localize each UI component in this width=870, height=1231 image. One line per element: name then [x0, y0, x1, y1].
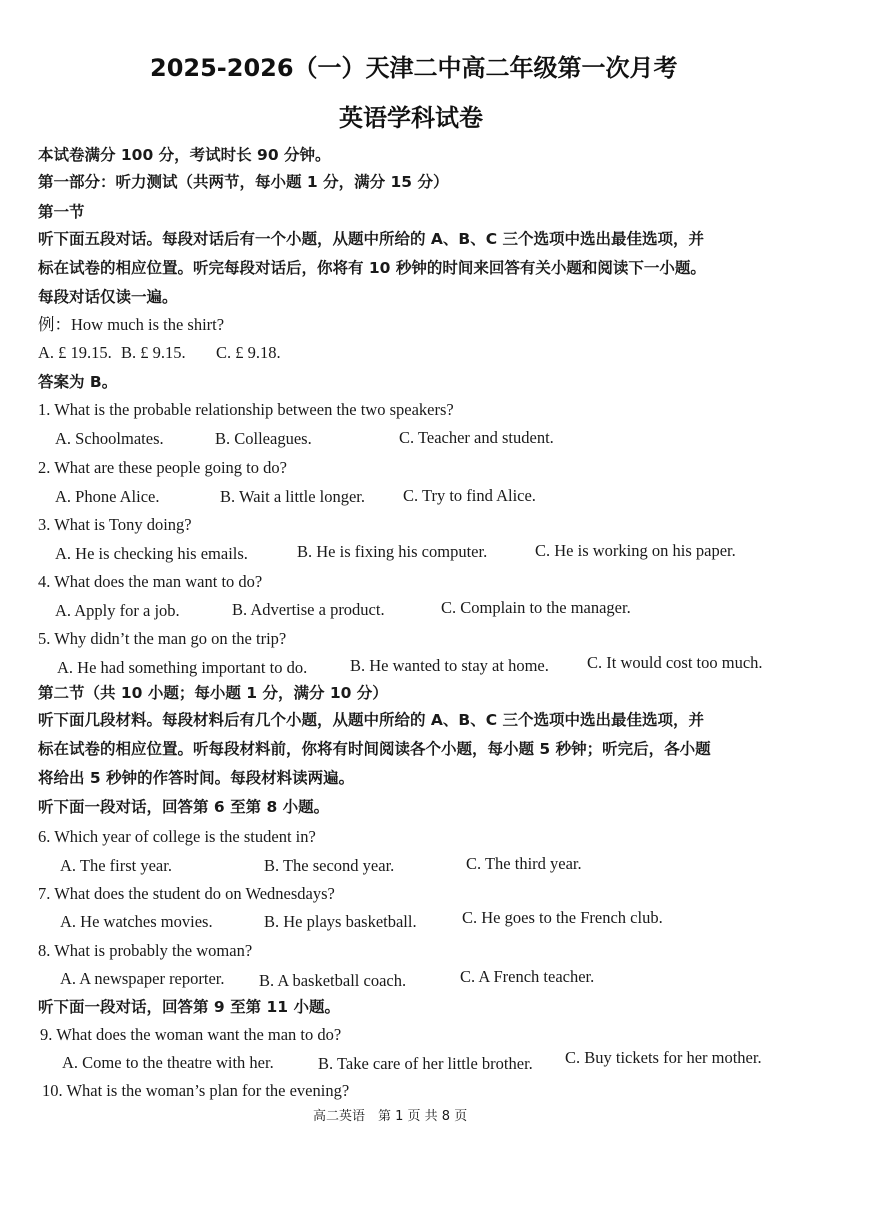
question-3-option-c: C. He is working on his paper.: [535, 541, 736, 560]
question-9: 9. What does the woman want the man to do?: [40, 1025, 342, 1044]
question-4-option-c: C. Complain to the manager.: [441, 598, 631, 617]
question-1-option-b: B. Colleagues.: [215, 429, 312, 448]
question-5-option-b: B. He wanted to stay at home.: [350, 656, 549, 675]
question-3-option-a: A. He is checking his emails.: [55, 544, 248, 563]
question-7-option-c: C. He goes to the French club.: [462, 908, 663, 927]
example-option-a: A. £ 19.15.: [38, 343, 112, 362]
example-question: 例：How much is the shirt?: [38, 315, 225, 334]
example-option-b: B. £ 9.15.: [121, 343, 186, 362]
question-2-option-a: A. Phone Alice.: [55, 487, 160, 506]
question-8-option-b: B. A basketball coach.: [259, 971, 407, 990]
question-3-option-b: B. He is fixing his computer.: [297, 542, 488, 561]
page-footer: 高二英语 第 1 页 共 8 页: [313, 1109, 468, 1124]
question-9-option-b: B. Take care of her little brother.: [318, 1054, 533, 1073]
example-answer: 答案为 B。: [38, 373, 118, 391]
question-10: 10. What is the woman’s plan for the evening?: [42, 1081, 350, 1100]
section2-instructions-line2: 标在试卷的相应位置。听每段材料前，你将有时间阅读各个小题，每小题 5 秒钟；听完后，各小题: [38, 740, 711, 758]
question-5-option-a: A. He had something important to do.: [57, 658, 308, 677]
section1-heading: 第一节: [38, 203, 85, 221]
question-7-option-b: B. He plays basketball.: [264, 912, 417, 931]
question-2: 2. What are these people going to do?: [38, 458, 287, 477]
example-option-c: C. £ 9.18.: [216, 343, 281, 362]
question-7-option-a: A. He watches movies.: [60, 912, 213, 931]
question-6-option-c: C. The third year.: [466, 854, 582, 873]
question-4-option-b: B. Advertise a product.: [232, 600, 385, 619]
question-2-option-c: C. Try to find Alice.: [403, 486, 536, 505]
section2-instructions-line3: 将给出 5 秒钟的作答时间。每段材料读两遍。: [38, 769, 355, 787]
question-6-option-b: B. The second year.: [264, 856, 395, 875]
part1-heading: 第一部分：听力测试（共两节，每小题 1 分，满分 15 分）: [38, 173, 449, 191]
section2-heading: 第二节（共 10 小题；每小题 1 分，满分 10 分）: [38, 684, 388, 702]
question-6: 6. Which year of college is the student in?: [38, 827, 316, 846]
question-9-option-c: C. Buy tickets for her mother.: [565, 1048, 762, 1067]
question-1: 1. What is the probable relationship between the two speakers?: [38, 400, 454, 419]
question-3: 3. What is Tony doing?: [38, 515, 192, 534]
question-6-option-a: A. The first year.: [60, 856, 172, 875]
question-8-option-a: A. A newspaper reporter.: [60, 969, 225, 988]
question-8-option-c: C. A French teacher.: [460, 967, 595, 986]
section1-instructions-line3: 每段对话仅读一遍。: [38, 288, 178, 306]
question-2-option-b: B. Wait a little longer.: [220, 487, 366, 506]
group1-instruction: 听下面一段对话，回答第 6 至第 8 小题。: [38, 798, 330, 816]
question-7: 7. What does the student do on Wednesdays?: [38, 884, 335, 903]
score-time-note: 本试卷满分 100 分，考试时长 90 分钟。: [38, 146, 331, 164]
question-5: 5. Why didn’t the man go on the trip?: [38, 629, 287, 648]
group2-instruction: 听下面一段对话，回答第 9 至第 11 小题。: [38, 998, 340, 1016]
question-4: 4. What does the man want to do?: [38, 572, 263, 591]
section1-instructions-line1: 听下面五段对话。每段对话后有一个小题，从题中所给的 A、B、C 三个选项中选出最佳选项，并: [38, 230, 704, 248]
question-1-option-c: C. Teacher and student.: [399, 428, 554, 447]
question-8: 8. What is probably the woman?: [38, 941, 253, 960]
question-1-option-a: A. Schoolmates.: [55, 429, 164, 448]
section2-instructions-line1: 听下面几段材料。每段材料后有几个小题，从题中所给的 A、B、C 三个选项中选出最佳选项，并: [38, 711, 704, 729]
exam-title: 2025-2026（一）天津二中高二年级第一次月考: [150, 54, 678, 82]
exam-subtitle: 英语学科试卷: [339, 104, 483, 132]
question-4-option-a: A. Apply for a job.: [55, 601, 180, 620]
question-9-option-a: A. Come to the theatre with her.: [62, 1053, 274, 1072]
question-5-option-c: C. It would cost too much.: [587, 653, 763, 672]
section1-instructions-line2: 标在试卷的相应位置。听完每段对话后，你将有 10 秒钟的时间来回答有关小题和阅读下一小题。: [38, 259, 706, 277]
